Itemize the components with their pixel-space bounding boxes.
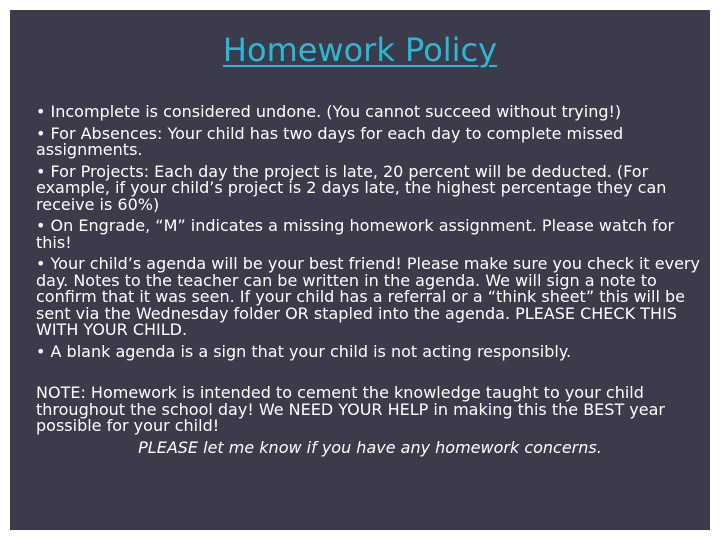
note-text: NOTE: Homework is intended to cement the knowledge taught to your child throughout the school day! We NEED YOUR HELP in making this the BEST year possible for your child!	[36, 383, 665, 435]
policy-content	[36, 104, 704, 461]
slide	[10, 10, 710, 530]
policy-item-engrade: • On Engrade, “M” indicates a missing homework assignment. Please watch for this!	[36, 216, 675, 252]
policy-item-agenda: • Your child’s agenda will be your best friend! Please make sure you check it every day. Notes to the teacher can be written in the agenda. We will sign a note to confirm that it was seen. If your child has a referral or a “think sheet” this will be sent via the Wednesday folder OR stapled into the agenda. PLEASE CHECK THIS WITH YOUR CHILD.	[36, 254, 700, 339]
page-title: Homework Policy	[222, 31, 498, 69]
policy-item-incomplete: • Incomplete is considered undone. (You cannot succeed without trying!)	[36, 102, 622, 121]
policy-item-projects: • For Projects: Each day the project is late, 20 percent will be deducted. (For example, if your child’s project is 2 days late, the highest percentage they can receive is 60%)	[36, 161, 667, 214]
policy-item-absences: • For Absences: Your child has two days for each day to complete missed assignments.	[36, 123, 624, 159]
policy-item-blank-agenda: • A blank agenda is a sign that your child is not acting responsibly.	[36, 341, 572, 361]
closing-text: PLEASE let me know if you have any homework concerns.	[138, 437, 602, 457]
